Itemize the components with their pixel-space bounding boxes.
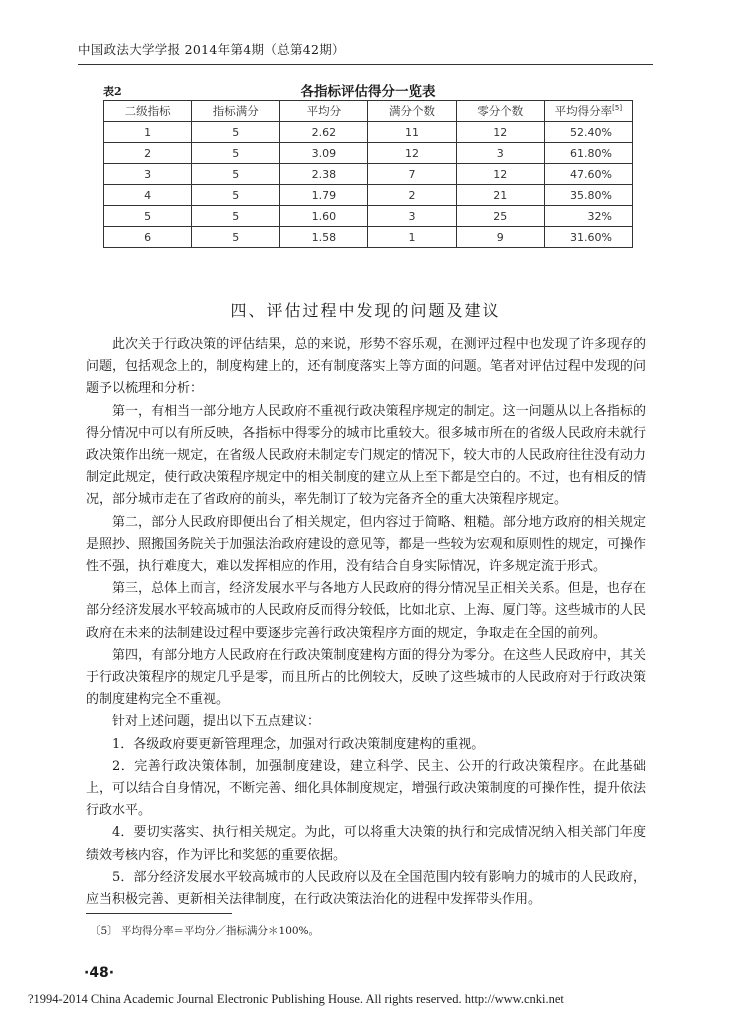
col-header-average-rate [544,101,632,122]
copyright-notice: ?1994-2014 China Academic Journal Electronic Publishing House. All rights reserved. http://www.cnki.net [28,992,564,1006]
cell-indicator: 6 [104,227,192,248]
paragraph-intro: 此次关于行政决策的评估结果，总的来说，形势不容乐观，在测评过程中也发现了许多现存的问题，包括观念上的，制度构建上的，还有制度落实上等方面的问题。笔者对评估过程中发现的问题予以梳理和分析： [86,337,646,397]
cell-average: 1.58 [280,227,368,248]
cell-average: 1.79 [280,185,368,206]
cell-average-rate: 61.80% [544,143,632,164]
col-header-full-count: 满分个数 [368,101,456,122]
footnote-mark: [5] [612,104,623,113]
paragraph-suggestion-1: 1．各级政府要更新管理理念，加强对行政决策制度建构的重视。 [112,736,485,752]
paragraph-problem-4: 第四，有部分地方人民政府在行政决策制度建构方面的得分为零分。在这些人民政府中，其关于行政决策程序的规定几乎是零，而且所占的比例较大，反映了这些城市的人民政府对于行政决策的制度建构完全不重视。 [86,647,646,708]
cell-zero-count: 21 [456,185,544,206]
cell-average-rate: 32% [544,206,632,227]
cell-indicator: 5 [104,206,192,227]
cell-average: 1.60 [280,206,368,227]
cell-indicator: 1 [104,122,192,143]
col-header-zero-count: 零分个数 [456,101,544,122]
header-rule [78,64,653,65]
cell-average-rate: 35.80% [544,185,632,206]
cell-full-count: 2 [368,185,456,206]
cell-average-rate: 31.60% [544,227,632,248]
cell-zero-count: 12 [456,122,544,143]
paragraph-problem-1: 第一，有相当一部分地方人民政府不重视行政决策程序规定的制定。这一问题从以上各指标的得分情况中可以有所反映，各指标中得零分的城市比重较大。很多城市所在的省级人民政府未就行政决策作出统一规定，在省级人民政府未制定专门规定的情况下，较大市的人民政府往往没有动力制定此规定，使行政决策程序规定中的相关制度的建立从上至下都是空白的。不过，也有相反的情况，部分城市走在了省政府的前头，率先制订了较为完备齐全的重大决策程序规定。 [86,403,646,508]
table-row [104,143,633,164]
footnote-rule [86,913,232,914]
score-table [103,100,633,248]
cell-full-score: 5 [192,206,280,227]
cell-full-score: 5 [192,227,280,248]
paragraph-suggestion-2: 2．完善行政决策体制，加强制度建设，建立科学、民主、公开的行政决策程序。在此基础上，可以结合自身情况，不断完善、细化具体制度规定，增强行政决策制度的可操作性，提升依法行政水平。 [86,758,646,819]
section-title: 四、评估过程中发现的问题及建议 [230,301,501,320]
table-caption [103,80,633,100]
cell-full-count: 1 [368,227,456,248]
page-number: ·48· [84,965,115,981]
table-title: 各指标评估得分一览表 [300,84,436,100]
col-header-indicator: 二级指标 [104,101,192,122]
cell-full-score: 5 [192,164,280,185]
paragraph-problem-3: 第三，总体上而言，经济发展水平与各地方人民政府的得分情况呈正相关关系。但是，也存在部分经济发展水平较高城市的人民政府反而得分较低，比如北京、上海、厦门等。这些城市的人民政府在未来的法制建设过程中要逐步完善行政决策程序方面的规定，争取走在全国的前列。 [86,581,646,641]
col-header-average: 平均分 [280,101,368,122]
footnote: 〔5〕 平均得分率＝平均分／指标满分＊100%。 [90,925,320,937]
table-row [104,122,633,143]
cell-average-rate: 52.40% [544,122,632,143]
col-header-full-score: 指标满分 [192,101,280,122]
cell-zero-count: 9 [456,227,544,248]
cell-average: 2.38 [280,164,368,185]
table-row [104,206,633,227]
cell-full-score: 5 [192,122,280,143]
cell-full-count: 11 [368,122,456,143]
col-header-average-rate-label: 平均得分率 [554,104,613,118]
paragraph-suggestions-intro: 针对上述问题，提出以下五点建议： [112,714,321,730]
table-number: 表2 [103,85,122,98]
table-header-row [104,101,633,122]
cell-average: 3.09 [280,143,368,164]
cell-full-score: 5 [192,185,280,206]
cell-zero-count: 25 [456,206,544,227]
running-head: 中国政法大学学报 2014年第4期（总第42期） [78,42,345,57]
paragraph-suggestion-4: 4．要切实落实、执行相关规定。为此，可以将重大决策的执行和完成情况纳入相关部门年度绩效考核内容，作为评比和奖惩的重要依据。 [86,825,646,863]
score-table-block [103,80,633,248]
cell-average: 2.62 [280,122,368,143]
paragraph-problem-2: 第二，部分人民政府即便出台了相关规定，但内容过于简略、粗糙。部分地方政府的相关规定是照抄、照搬国务院关于加强法治政府建设的意见等，都是一些较为宏观和原则性的规定，可操作性不强，执行难度大，难以发挥相应的作用，没有结合自身实际情况，许多规定流于形式。 [86,514,646,575]
cell-full-count: 3 [368,206,456,227]
body-text [86,334,646,911]
cell-zero-count: 12 [456,164,544,185]
cell-full-count: 7 [368,164,456,185]
cell-indicator: 4 [104,185,192,206]
table-row [104,185,633,206]
paragraph-suggestion-5: 5．部分经济发展水平较高城市的人民政府以及在全国范围内较有影响力的城市的人民政府，应当积极完善、更新相关法律制度，在行政决策法治化的进程中发挥带头作用。 [86,869,646,908]
cell-full-score: 5 [192,143,280,164]
cell-indicator: 3 [104,164,192,185]
cell-indicator: 2 [104,143,192,164]
cell-full-count: 12 [368,143,456,164]
table-row [104,227,633,248]
cell-average-rate: 47.60% [544,164,632,185]
cell-zero-count: 3 [456,143,544,164]
table-row [104,164,633,185]
